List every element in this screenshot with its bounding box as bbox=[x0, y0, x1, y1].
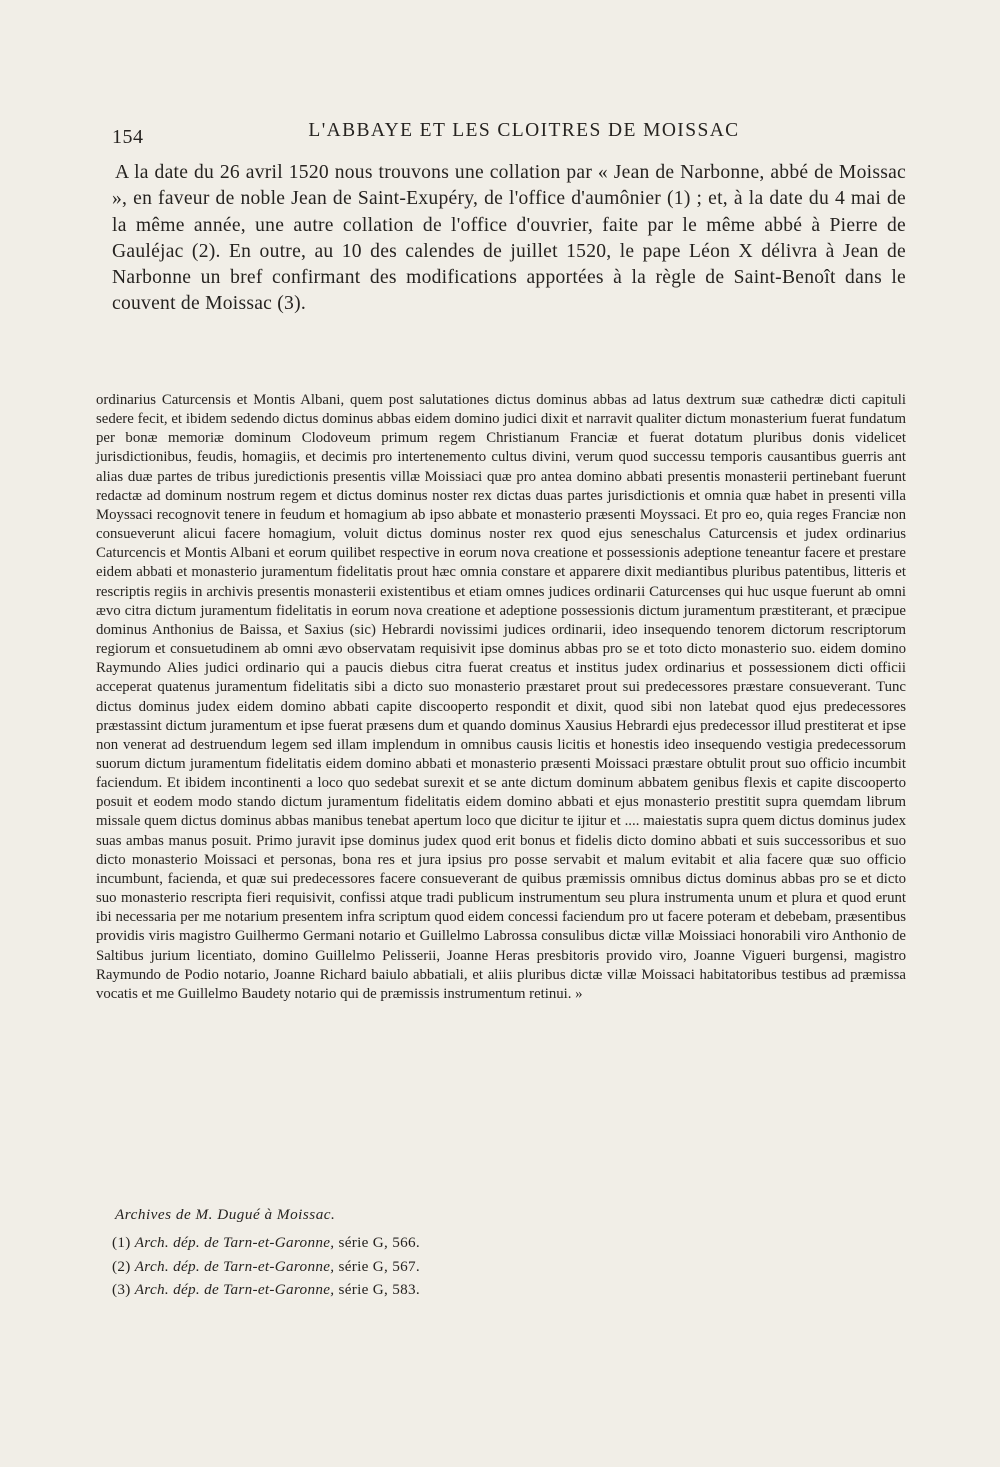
footnote-detail: série G, 567. bbox=[334, 1257, 420, 1275]
page-number: 154 bbox=[112, 126, 144, 148]
footnote-reference: Arch. dép. de Tarn-et-Garonne, bbox=[134, 1234, 335, 1251]
footnote-reference: Arch. dép. de Tarn-et-Garonne, bbox=[134, 1281, 335, 1298]
footnote-detail: série G, 566. bbox=[334, 1234, 420, 1251]
latin-quotation: ordinarius Caturcensis et Montis Albani, quem post salutationes dictus dominus abbas ad latus dextrum suæ cathedræ dicti capituli sedere fecit, et ibidem sedendo dictus dominus abbas eidem domino judici dixit et narravit qualiter dictum monasterium fuerat fundatum per bonæ memoriæ dominum Clodoveum primum regem Christianum Franciæ et fuerat dotatum pluribus donis videlicet jurisdictionibus, feudis, homagiis, et decimis pro intertenemento cultus divini, verum quod successu temporis causantibus guerris ant alias duæ partes de tribus juredictionis presentis villæ Moissiaci quæ pro antea domino abbati presentis monasterii pertinebant fuerunt redactæ ad dominum nostrum regem et dictus dominus noster rex dictas duas partes jurisdictionis et omnia quæ habet in presenti villa Moyssaci recognovit tenere in feudum et homagium ab ipso abbate et monasterio præsenti Moyssaci. Et pro eo, quia reges Franciæ non consueverunt alicui facere homagium, voluit dictus dominus noster rex quod ejus seneschalus Caturcensis et judex ordinarius Caturcencis et Montis Albani et eorum quilibet respective in eorum nova creatione et possessionis adeptione teneantur facere et prestare eidem abbati et monasterio juramentum fidelitatis prout hæc omnia constare et apparere dixit mediantibus pluribus patentibus, litteris et rescriptis regiis in archivis presentis monasterii existentibus et etiam omnes judices ordinarii Caturcenses qui huc usque fuerunt ab omni ævo citra dictum juramentum fidelitatis in eorum nova creatione et adeptione possessionis dictum juramentum præstiterant, et præcipue dominus Anthonius de Baissa, et Saxius (sic) Hebrardi novissimi judices ordinarii, ideo insequendo tenorem dictorum rescriptorum regiorum et consuetudinem ab omni ævo observatam requisivit ipse dominus abbas pro se et toto dicto monasterio suo. eidem domino Raymundo Alies judici ordinario qui a paucis diebus citra fuerat creatus et institus judex ordinarius et possessionem dicti officii acceperat quatenus juramentum fidelitatis sibi a dicto suo monasterio præstaret prout sui predecessores præstare consueverant. Tunc dictus dominus judex eidem domino abbati capite discooperto respondit et dixit, quod sibi non latebat quod ejus predecessores præstassint dictum juramentum et ipse fuerat præsens dum et quando dominus Xausius Hebrardi ejus predecessor illud prestiterat et ipse non venerat ad destruendum legem sed illam implendum in omnibus causis licitis et honestis ideo insequendo vestigia predecessorum suorum dictum juramentum fidelitatis eidem domino abbati et monasterio præsenti Moissaci præstare obtulit prout suo officio incumbit faciendum. Et ibidem incontinenti a loco quo sedebat surexit et se ante dictum dominum abbatem genibus flexis et capite discooperto posuit et eodem modo stando dictum juramentum fidelitatis eidem domino abbati et ejus monasterio prestitit supra quemdam librum missale quem dictus dominus abbas manibus tenebat apertum loco que dicitur te ijitur et .... maiestatis supra quem dictus dominus judex suas ambas manus posuit. Primo juravit ipse dominus judex quod erit bonus et fidelis dicto domino abbati et suis successoribus et suo dicto monasterio Moissaci et personas, bona res et jura ipsius pro posse servabit et malum evitabit et alia facere quæ suo officio incumbunt, facienda, et quæ sui predecessores facere consueverant de quibus præmissis omnibus dictus dominus abbas pro se et dicto suo monasterio rescripta fieri requisivit, confissi atque tradi publicum instrumentum seu plura instrumenta unum et plura et quod erunt ibi necessaria per me notarium presentem infra scriptum quod eidem concessi faciendum pro ut facere poteram et debebam, præsentibus providis viris magistro Guilhermo Germani notario et Guillelmo Labrossa consulibus dictæ villæ Moissiaci honorabili viro Anthonio de Saltibus jurium licentiato, domino Guillelmo Pelisserii, Joanne Heras presbitoris provido viro, Joanne Vigueri burgensi, magistro Raymundo de Podio notario, Joanne Richard baiulo abbatiali, et aliis pluribus dictæ villæ Moissaci habitatoribus testibus ad præmissa vocatis et me Guillelmo Baudety notario qui de præmissis instrumentum retinui. » bbox=[96, 392, 906, 1002]
footnote-reference: Arch. dép. de Tarn-et-Garonne, bbox=[134, 1257, 335, 1275]
running-title: L'ABBAYE ET LES CLOITRES DE MOISSAC bbox=[308, 120, 740, 141]
footnotes bbox=[112, 1231, 712, 1302]
archive-source: Archives de M. Dugué à Moissac. bbox=[115, 1206, 336, 1223]
footnote-2 bbox=[112, 1255, 712, 1279]
footnote-detail: série G, 583. bbox=[334, 1281, 420, 1298]
footnote-mark: (1) bbox=[112, 1234, 131, 1251]
footnote-1 bbox=[112, 1231, 712, 1255]
main-paragraph: A la date du 26 avril 1520 nous trouvons une collation par « Jean de Narbonne, abbé de Moissac », en faveur de noble Jean de Saint-Exupéry, de l'office d'aumônier (1) ; et, à la date du 4 mai de la même année, une autre collation de l'office d'ouvrier, faite par le même abbé à Pierre de Gauléjac (2). En outre, au 10 des calendes de juillet 1520, le pape Léon X délivra à Jean de Narbonne un bref confirmant des modifications apportées à la règle de Saint-Benoît dans le couvent de Moissac (3). bbox=[112, 162, 906, 315]
page-header bbox=[112, 120, 912, 150]
footnote-3 bbox=[112, 1278, 712, 1302]
footnote-mark: (3) bbox=[112, 1281, 131, 1298]
footnote-mark: (2) bbox=[112, 1257, 131, 1275]
